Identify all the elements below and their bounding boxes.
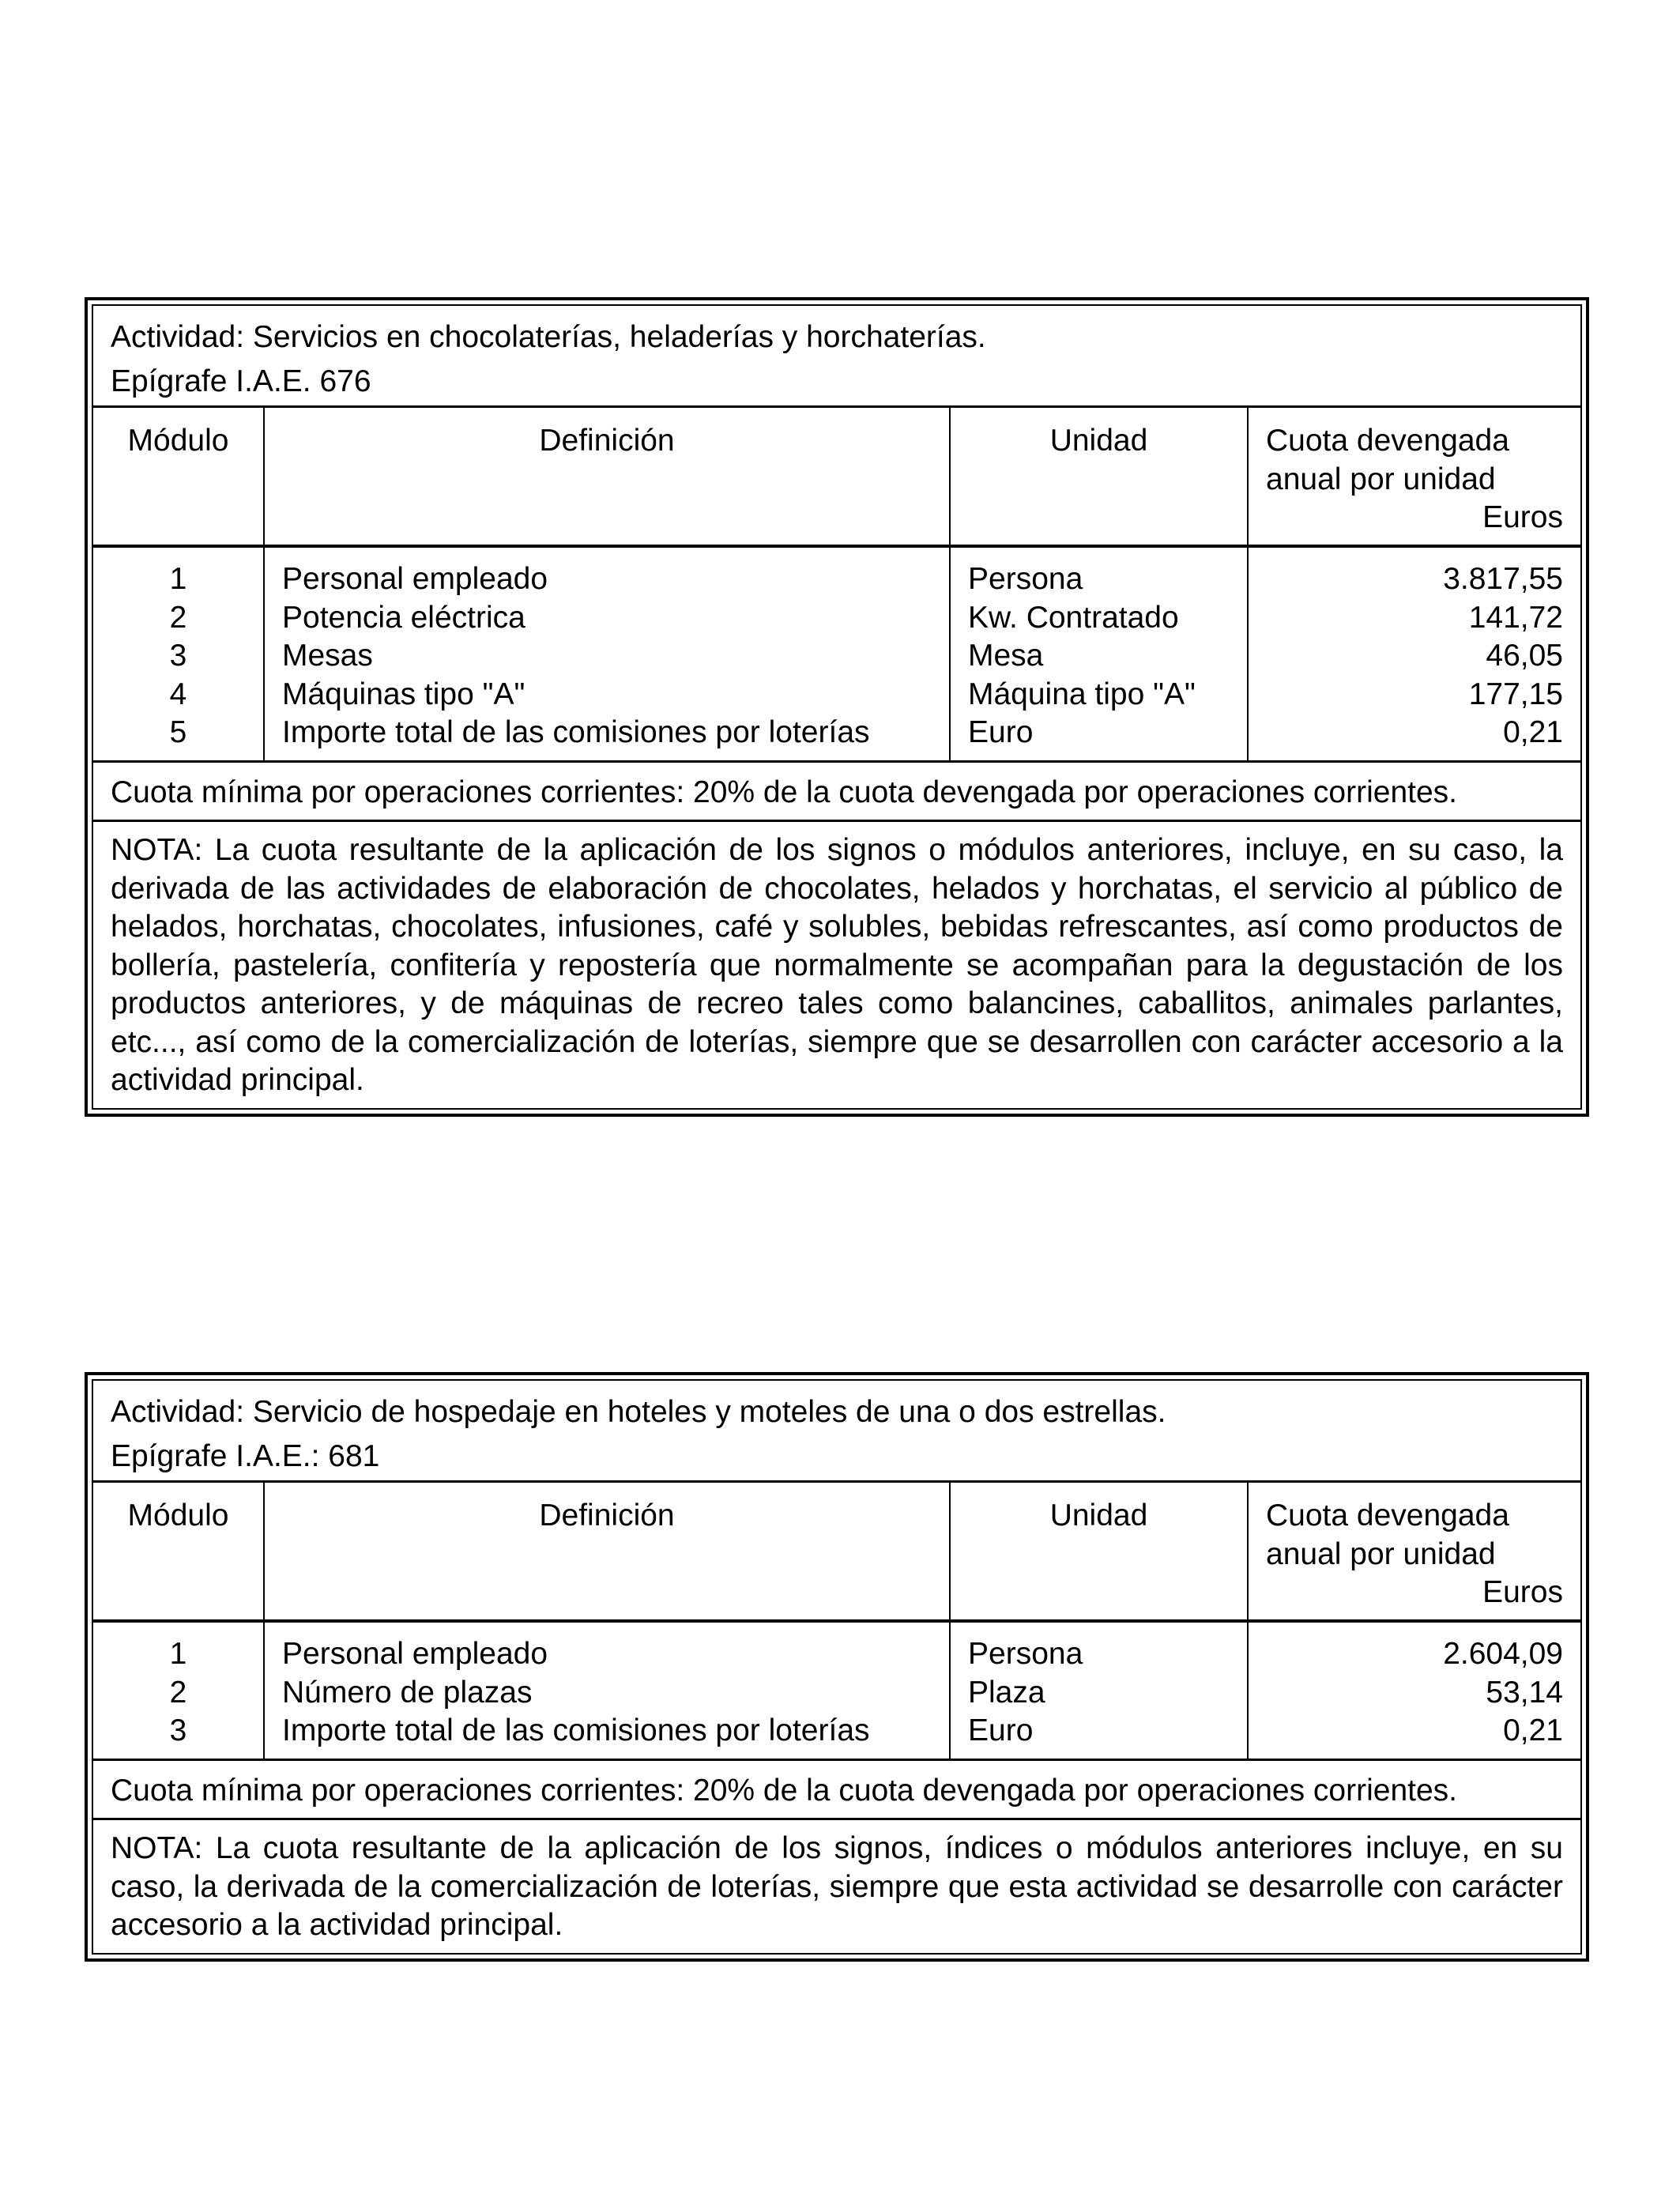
cell-unidad: Euro	[968, 1713, 1034, 1747]
header-cuota-line: anual por unidad	[1266, 462, 1496, 496]
col-modulo	[93, 548, 265, 760]
cell-unidad: Persona	[968, 562, 1083, 596]
header-cuota-line: anual por unidad	[1266, 1536, 1496, 1571]
header-modulo: Módulo	[93, 408, 265, 545]
cell-cuota: 141,72	[1468, 600, 1563, 635]
cell-cuota: 2.604,09	[1443, 1637, 1563, 1671]
header-cuota-line: Cuota devengada	[1266, 1498, 1509, 1532]
col-cuota	[1249, 1623, 1580, 1759]
module-table-681	[85, 1372, 1589, 1962]
actividad-title: Actividad: Servicios en chocolaterías, heladerías y horchaterías.	[111, 320, 986, 354]
header-cuota	[1249, 1483, 1580, 1619]
cell-cuota: 0,21	[1503, 1713, 1563, 1747]
epigrafe-label: Epígrafe I.A.E. 676	[111, 364, 371, 398]
table-header	[93, 1483, 1580, 1623]
cell-unidad: Euro	[968, 715, 1034, 749]
cell-modulo: 2	[169, 1675, 187, 1710]
cell-modulo: 5	[169, 715, 187, 749]
cell-definicion: Máquinas tipo "A"	[282, 677, 525, 711]
cell-modulo: 1	[169, 1637, 187, 1671]
header-unidad: Unidad	[951, 408, 1249, 545]
cell-cuota: 53,14	[1486, 1675, 1563, 1710]
table-body	[93, 548, 1580, 760]
col-unidad	[951, 1623, 1249, 1759]
nota: NOTA: La cuota resultante de la aplicación de los signos, índices o módulos anteriores incluye, en su caso, la derivada de la comercialización de loterías, siempre que esta actividad se desarrolle con carácter accesorio a la actividad principal.	[111, 1831, 1563, 1942]
header-cuota-currency: Euros	[1482, 500, 1563, 534]
cell-unidad: Plaza	[968, 1675, 1045, 1710]
cell-definicion: Potencia eléctrica	[282, 600, 525, 635]
col-definicion	[265, 1623, 951, 1759]
nota: NOTA: La cuota resultante de la aplicación de los signos o módulos anteriores, incluye, en su caso, la derivada de las actividades de elaboración de chocolates, helados y horchatas, el servicio al público de helados, horchatas, chocolates, infusiones, café y solubles, bebidas refrescantes, así como productos de bollería, pastelería, confitería y repostería que normalmente se acompañan para la degustación de los productos anteriores, y de máquinas de recreo tales como balancines, caballitos, animales parlantes, etc..., así como de la comercialización de loterías, siempre que se desarrollen con carácter accesorio a la actividad principal.	[111, 833, 1563, 1097]
cell-definicion: Número de plazas	[282, 1675, 533, 1710]
table-header	[93, 408, 1580, 548]
cell-modulo: 3	[169, 1713, 187, 1747]
cell-definicion: Mesas	[282, 639, 373, 673]
cell-modulo: 3	[169, 639, 187, 673]
cell-unidad: Kw. Contratado	[968, 600, 1179, 635]
cuota-minima: Cuota mínima por operaciones corrientes: 20% de la cuota devengada por operaciones corrientes.	[93, 1759, 1580, 1821]
cell-modulo: 1	[169, 562, 187, 596]
header-modulo: Módulo	[93, 1483, 265, 1619]
epigrafe-label: Epígrafe I.A.E.: 681	[111, 1439, 380, 1473]
cell-cuota: 46,05	[1486, 639, 1563, 673]
actividad-title: Actividad: Servicio de hospedaje en hoteles y moteles de una o dos estrellas.	[111, 1395, 1166, 1429]
col-unidad	[951, 548, 1249, 760]
cell-definicion: Importe total de las comisiones por loterías	[282, 715, 870, 749]
cell-definicion: Personal empleado	[282, 1637, 548, 1671]
header-definicion: Definición	[265, 1483, 951, 1619]
module-table-676	[85, 297, 1589, 1117]
header-unidad: Unidad	[951, 1483, 1249, 1619]
cuota-minima: Cuota mínima por operaciones corrientes: 20% de la cuota devengada por operaciones corrientes.	[93, 760, 1580, 823]
cell-modulo: 2	[169, 600, 187, 635]
header-cuota	[1249, 408, 1580, 545]
cell-unidad: Mesa	[968, 639, 1044, 673]
col-cuota	[1249, 548, 1580, 760]
header-cuota-line: Cuota devengada	[1266, 424, 1509, 458]
header-cuota-currency: Euros	[1482, 1575, 1563, 1609]
cell-definicion: Importe total de las comisiones por loterías	[282, 1713, 870, 1747]
cell-unidad: Máquina tipo "A"	[968, 677, 1196, 711]
cell-cuota: 0,21	[1503, 715, 1563, 749]
cell-cuota: 177,15	[1468, 677, 1563, 711]
cell-cuota: 3.817,55	[1443, 562, 1563, 596]
cell-definicion: Personal empleado	[282, 562, 548, 596]
header-definicion: Definición	[265, 408, 951, 545]
cell-modulo: 4	[169, 677, 187, 711]
table-body	[93, 1623, 1580, 1759]
col-definicion	[265, 548, 951, 760]
col-modulo	[93, 1623, 265, 1759]
cell-unidad: Persona	[968, 1637, 1083, 1671]
